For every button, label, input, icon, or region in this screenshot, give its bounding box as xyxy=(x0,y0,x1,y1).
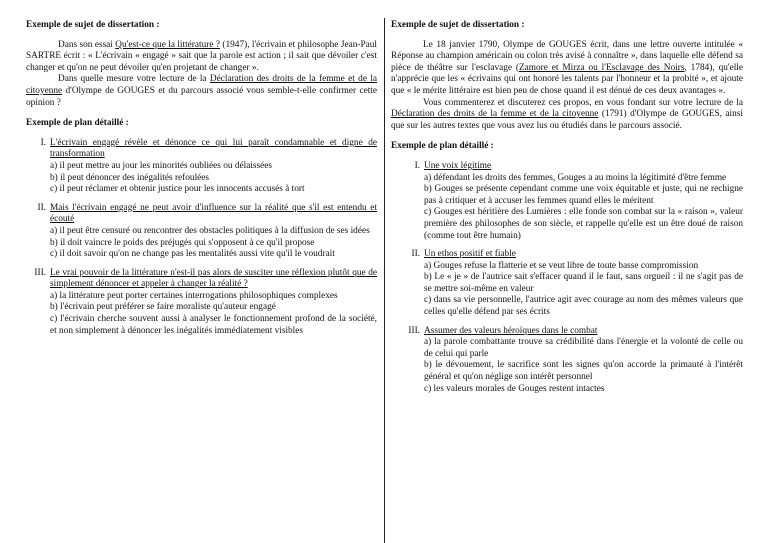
play-title: Zamore et Mirza ou l'Esclavage des Noirs xyxy=(519,62,685,73)
right-subject-paragraph-2 xyxy=(391,98,743,133)
sub-point: c) dans sa vie personnelle, l'autrice agit avec courage au nom des mêmes valeurs que celles qu'elle défend par ses écrits xyxy=(424,295,743,318)
section-number: III. xyxy=(34,267,46,278)
sub-point: c) Gouges est héritière des Lumières : elle fonde son combat sur la « raison », valeur première des philosophes de son siècle, et rappelle qu'elle est un être doué de raison (comme tout être humain) xyxy=(424,207,743,241)
plan-section xyxy=(391,161,743,242)
sub-point: b) il doit vaincre le poids des préjugés qui s'opposent à ce qu'il propose xyxy=(50,237,315,248)
right-plan-outline xyxy=(391,161,743,395)
section-title: Une voix légitime xyxy=(424,160,492,171)
plan-section xyxy=(26,203,377,261)
left-column xyxy=(26,20,377,543)
section-title: Un ethos positif et fiable xyxy=(424,249,516,260)
text-span: , 1784), qu'elle n'apprécie que les « écrivains qui ont honoré les talents par l'honneur et la probité », et ajoute que « le mérite littéraire est bien peu de chose quand il est dénué de ces deux avantages ». xyxy=(391,62,743,96)
left-subject-paragraph-1 xyxy=(26,40,377,75)
sub-point: a) la littérature peut porter certaines interrogations philosophiques complexes xyxy=(50,290,338,301)
section-number: I. xyxy=(414,160,420,171)
plan-section xyxy=(26,268,377,338)
right-column xyxy=(391,20,743,543)
text-span: (1947), l'écrivain et philosophe Jean-Paul SARTRE écrit : « L'écrivain « engagé » sait que la parole est action ; il sait que dévoiler c'est changer et qu'on ne peut dévoiler qu'en projetant de changer ». xyxy=(26,39,377,73)
sub-point: a) la parole combattante trouve sa crédibilité dans l'énergie et la volonté de celle ou de celui qui parle xyxy=(424,337,743,359)
sub-point: c) les valeurs morales de Gouges restent intactes xyxy=(424,383,605,394)
column-divider xyxy=(384,18,385,543)
left-plan-heading: Exemple de plan détaillé : xyxy=(26,118,129,129)
sub-point: a) il peut mettre au jour les minorités oubliées ou délaissées xyxy=(50,160,273,171)
section-title: Le vrai pouvoir de la littérature n'est-il pas alors de susciter une réflexion plutôt que de simplement dénoncer et appeler à changer la réalité ? xyxy=(50,267,377,290)
book-title: Qu'est-ce que la littérature ? xyxy=(115,39,221,50)
sub-point: c) il peut réclamer et obtenir justice pour les innocents accusés à tort xyxy=(50,184,305,195)
plan-section xyxy=(391,326,743,396)
sub-point: c) il doit savoir qu'on ne change pas les mentalités aussi vite qu'il le voudrait xyxy=(50,249,335,260)
plan-section xyxy=(26,138,377,196)
sub-point: a) défendant les droits des femmes, Gouges a au moins la légitimité d'être femme xyxy=(424,172,727,183)
text-span: d'Olympe de GOUGES et du parcours associé vous semble-t-elle confirmer cette opinion ? xyxy=(26,85,377,108)
text-span: Vous commenterez et discuterez ces propos, en vous fondant sur votre lecture de la xyxy=(423,97,743,108)
sub-point: b) Gouges se présente cependant comme une voix équitable et juste, qui ne rechigne pas à critiquer et à accuser les femmes quand elles le méritent xyxy=(424,184,743,206)
left-subject-paragraph-2 xyxy=(26,74,377,109)
sub-point: b) le dévouement, le sacrifice sont les signes qu'on accorde la primauté à l'intérêt général et qu'on néglige son intérêt personnel xyxy=(424,360,743,383)
text-span: Le 18 janvier 1790, Olympe de GOUGES écrit, dans une lettre ouverte intitulée « Réponse au champion américain ou colon très avisé à connaître », dans laquelle elle défend sa pièce de théâtre sur l'esclavage ( xyxy=(391,39,743,73)
text-span: Dans quelle mesure votre lecture de la xyxy=(58,74,210,85)
book-title: Déclaration des droits de la femme et de la citoyenne xyxy=(391,109,599,120)
right-plan-heading: Exemple de plan détaillé : xyxy=(391,141,494,152)
right-subject-paragraph-1 xyxy=(391,40,743,98)
sub-point: c) l'écrivain cherche souvent aussi à analyser le fonctionnement profond de la société, et non simplement à dénoncer les inégalités immédiatement visibles xyxy=(50,314,377,336)
sub-point: b) l'écrivain peut préférer se faire moraliste qu'auteur engagé xyxy=(50,302,276,313)
section-title: Assumer des valeurs héroïques dans le combat xyxy=(424,325,598,336)
sub-point: b) il peut dénoncer des inégalités refoulées xyxy=(50,172,210,183)
left-subject-heading: Exemple de sujet de dissertation : xyxy=(26,20,160,30)
book-title: Déclaration des droits de la femme et de la citoyenne xyxy=(26,74,377,96)
section-number: II. xyxy=(37,202,46,213)
section-number: II. xyxy=(411,249,420,260)
sub-point: b) Le « je » de l'autrice sait s'effacer quand il le faut, sans orgueil : il ne s'agit pas de se mettre soi-même en valeur xyxy=(424,272,743,294)
section-title: L'écrivain engagé révèle et dénonce ce qui lui paraît condamnable et digne de transformation xyxy=(50,137,377,160)
right-subject-heading: Exemple de sujet de dissertation : xyxy=(391,20,525,30)
text-span: Dans son essai xyxy=(58,39,116,50)
left-plan-outline xyxy=(26,138,377,338)
section-title: Mais l'écrivain engagé ne peut avoir d'influence sur la réalité que s'il est entendu et écouté xyxy=(50,202,377,225)
text-span: (1791) d'Olympe de GOUGES, ainsi que sur les autres textes que vous avez lus ou étudiés dans le parcours associé. xyxy=(391,109,743,131)
section-number: I. xyxy=(40,137,46,148)
section-number: III. xyxy=(408,325,420,336)
sub-point: a) il peut être censuré ou rencontrer des obstacles politiques à la diffusion de ses idées xyxy=(50,225,370,236)
sub-point: a) Gouges refuse la flatterie et se veut libre de toute basse compromission xyxy=(424,260,699,271)
plan-section xyxy=(391,249,743,319)
